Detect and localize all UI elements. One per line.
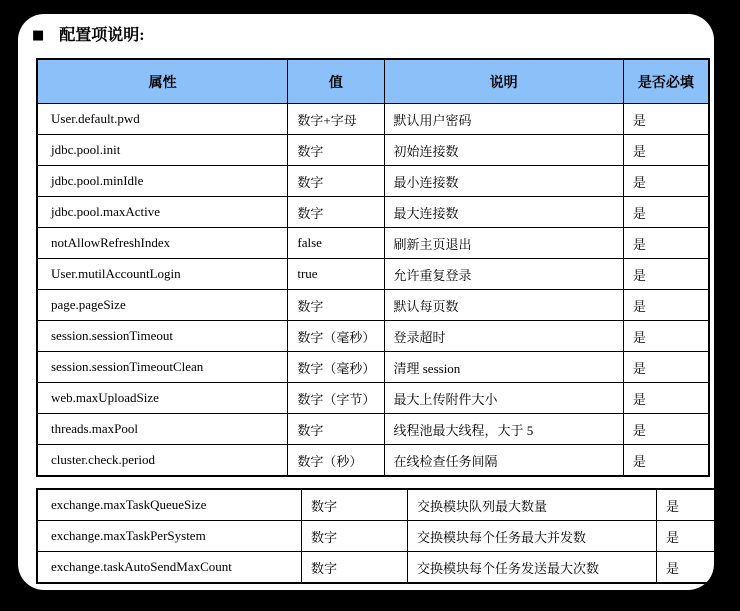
property-cell: session.sessionTimeoutClean	[37, 352, 288, 383]
page	[18, 14, 714, 590]
header-required: 是否必填	[623, 59, 709, 104]
description-cell: 默认每页数	[384, 290, 623, 321]
header-description: 说明	[384, 59, 623, 104]
value-cell: 数字（秒）	[288, 445, 384, 477]
value-cell: 数字	[302, 489, 408, 521]
value-cell: false	[288, 228, 384, 259]
table-row	[37, 352, 709, 383]
required-cell: 是	[657, 489, 740, 521]
value-cell: 数字	[302, 521, 408, 552]
description-cell: 允许重复登录	[384, 259, 623, 290]
table-row	[37, 445, 709, 477]
section-title	[32, 26, 145, 45]
config-table	[36, 58, 710, 477]
table-row	[37, 228, 709, 259]
table-row	[37, 521, 740, 552]
property-cell: exchange.maxTaskQueueSize	[37, 489, 302, 521]
value-cell: 数字+字母	[288, 104, 384, 135]
required-cell: 是	[623, 352, 709, 383]
property-cell: page.pageSize	[37, 290, 288, 321]
value-cell: 数字（毫秒）	[288, 321, 384, 352]
value-cell: 数字	[288, 414, 384, 445]
property-cell: exchange.taskAutoSendMaxCount	[37, 552, 302, 584]
description-cell: 默认用户密码	[384, 104, 623, 135]
description-cell: 交换模块队列最大数量	[408, 489, 657, 521]
property-cell: threads.maxPool	[37, 414, 288, 445]
header-attribute: 属性	[37, 59, 288, 104]
required-cell: 是	[623, 414, 709, 445]
property-cell: jdbc.pool.minIdle	[37, 166, 288, 197]
description-cell: 在线检查任务间隔	[384, 445, 623, 477]
value-cell: 数字	[288, 197, 384, 228]
description-cell: 交换模块每个任务最大并发数	[408, 521, 657, 552]
property-cell: User.mutilAccountLogin	[37, 259, 288, 290]
table-row	[37, 104, 709, 135]
table-row	[37, 259, 709, 290]
table-row	[37, 197, 709, 228]
value-cell: 数字（字节）	[288, 383, 384, 414]
description-cell: 登录超时	[384, 321, 623, 352]
property-cell: cluster.check.period	[37, 445, 288, 477]
table-row	[37, 383, 709, 414]
description-cell: 初始连接数	[384, 135, 623, 166]
required-cell: 是	[623, 321, 709, 352]
exchange-table	[36, 488, 740, 584]
section-title-text: 配置项说明:	[59, 27, 145, 44]
header-value: 值	[288, 59, 384, 104]
description-cell: 交换模块每个任务发送最大次数	[408, 552, 657, 584]
required-cell: 是	[623, 259, 709, 290]
required-cell: 是	[623, 104, 709, 135]
property-cell: User.default.pwd	[37, 104, 288, 135]
table-row	[37, 166, 709, 197]
table-row	[37, 414, 709, 445]
description-cell: 清理 session	[384, 352, 623, 383]
table-row	[37, 489, 740, 521]
table-row	[37, 290, 709, 321]
required-cell: 是	[623, 197, 709, 228]
description-cell: 最小连接数	[384, 166, 623, 197]
value-cell: true	[288, 259, 384, 290]
required-cell: 是	[623, 228, 709, 259]
header-row	[37, 59, 709, 104]
required-cell: 是	[623, 445, 709, 477]
value-cell: 数字	[302, 552, 408, 584]
required-cell: 是	[623, 135, 709, 166]
property-cell: notAllowRefreshIndex	[37, 228, 288, 259]
description-cell: 线程池最大线程，大于 5	[384, 414, 623, 445]
description-cell: 刷新主页退出	[384, 228, 623, 259]
description-cell: 最大上传附件大小	[384, 383, 623, 414]
required-cell: 是	[657, 521, 740, 552]
table-row	[37, 135, 709, 166]
value-cell: 数字	[288, 166, 384, 197]
description-cell: 最大连接数	[384, 197, 623, 228]
property-cell: exchange.maxTaskPerSystem	[37, 521, 302, 552]
property-cell: jdbc.pool.maxActive	[37, 197, 288, 228]
bullet-square-icon: ■	[32, 28, 45, 44]
required-cell: 是	[623, 166, 709, 197]
required-cell: 是	[623, 383, 709, 414]
table-row	[37, 552, 740, 584]
table-row	[37, 321, 709, 352]
required-cell: 是	[657, 552, 740, 584]
value-cell: 数字	[288, 290, 384, 321]
property-cell: jdbc.pool.init	[37, 135, 288, 166]
value-cell: 数字（毫秒）	[288, 352, 384, 383]
property-cell: web.maxUploadSize	[37, 383, 288, 414]
property-cell: session.sessionTimeout	[37, 321, 288, 352]
required-cell: 是	[623, 290, 709, 321]
value-cell: 数字	[288, 135, 384, 166]
